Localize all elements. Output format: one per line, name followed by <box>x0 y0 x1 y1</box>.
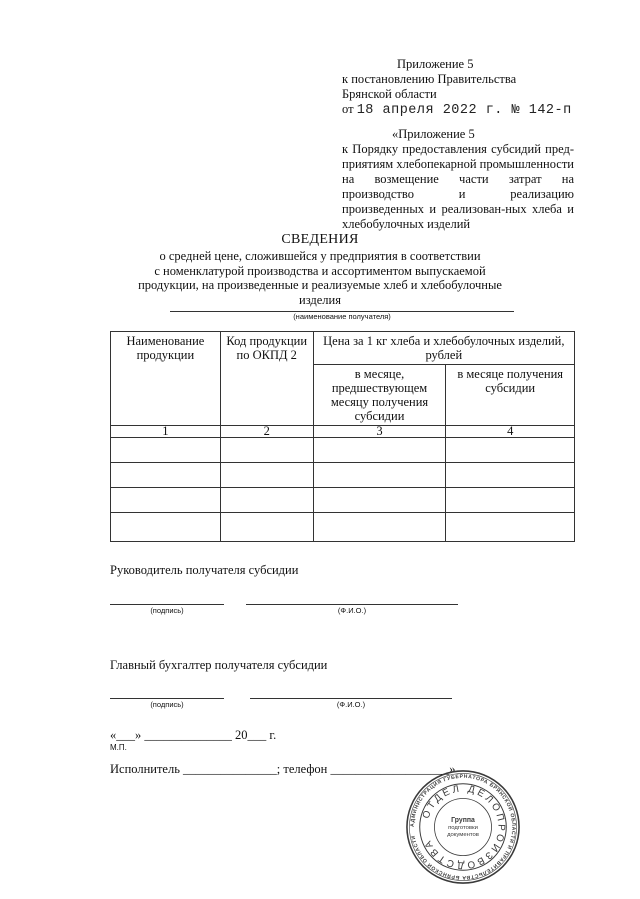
col-header-price: Цена за 1 кг хлеба и хлебобулочных изделий, рублей <box>313 332 574 365</box>
table-row <box>111 488 575 513</box>
accountant-label: Главный бухгалтер получателя субсидии <box>110 658 328 672</box>
table-header-row-1 <box>111 332 575 365</box>
head-label: Руководитель получателя субсидии <box>110 563 299 577</box>
appendix-body: к Порядку предоставления субсидий пред-приятиям хлебопекарной промышленности на возмещение части затрат на производство и реализацию произведенных и реализован-ных хлеба и хлебобулочных изделий <box>342 142 574 231</box>
col-header-current-month: в месяце получения субсидии <box>446 365 575 426</box>
table-cell[interactable] <box>446 438 575 463</box>
col-header-product-name: Наименование продукции <box>111 332 221 426</box>
stamp-center-line-3: документов <box>447 831 479 838</box>
document-title: СВЕДЕНИЯ <box>281 232 359 247</box>
mp-label: М.П. <box>110 743 127 752</box>
header-date-typed: 18 апреля 2022 г. № 142-п <box>356 103 572 118</box>
office-stamp <box>404 768 522 886</box>
table-cell[interactable] <box>446 463 575 488</box>
appendix-title: «Приложение 5 <box>392 127 475 141</box>
col-number-4: 4 <box>446 426 575 438</box>
table-row <box>111 463 575 488</box>
table-cell[interactable] <box>111 513 221 542</box>
col-header-okpd-code: Код продукции по ОКПД 2 <box>220 332 313 426</box>
stamp-center-line-1: Группа <box>451 817 475 825</box>
appendix-block <box>342 127 574 232</box>
table-cell[interactable] <box>220 513 313 542</box>
table-cell[interactable] <box>220 463 313 488</box>
table-row <box>111 513 575 542</box>
col-number-3: 3 <box>313 426 446 438</box>
table-cell[interactable] <box>220 488 313 513</box>
stamp-center-line-2: подготовки <box>448 824 478 831</box>
table-cell[interactable] <box>111 438 221 463</box>
price-table <box>110 331 575 542</box>
header-block <box>342 57 582 118</box>
accountant-fio-line[interactable] <box>250 698 452 699</box>
header-appendix-number: Приложение 5 <box>397 57 474 71</box>
col-number-1: 1 <box>111 426 221 438</box>
stamp-inner-text: ОТДЕЛ ДЕЛОПРОИЗВОДСТВА <box>420 783 507 871</box>
table-cell[interactable] <box>313 488 446 513</box>
head-fio-line[interactable] <box>246 604 458 605</box>
subtitle-line-1: о средней цене, сложившейся у предприятия в соответствии <box>159 249 481 263</box>
head-fio-caption: (Ф.И.О.) <box>337 606 367 615</box>
recipient-caption: (наименование получателя) <box>293 312 391 321</box>
accountant-signature-caption: (подпись) <box>150 700 184 709</box>
accountant-signature-line[interactable] <box>110 698 224 699</box>
table-cell[interactable] <box>446 513 575 542</box>
col-number-2: 2 <box>220 426 313 438</box>
accountant-fio-caption: (Ф.И.О.) <box>336 700 366 709</box>
executor-line[interactable]: Исполнитель _______________; телефон ___________________» <box>110 762 456 776</box>
header-decree-line: к постановлению Правительства <box>342 72 517 86</box>
date-line[interactable]: «___» ______________ 20___ г. <box>110 728 277 742</box>
table-cell[interactable] <box>313 513 446 542</box>
header-region-line: Брянской области <box>342 87 437 101</box>
table-row <box>111 438 575 463</box>
document-subtitle <box>120 249 520 307</box>
head-signature-caption: (подпись) <box>150 606 184 615</box>
stamp-outer-text: АДМИНИСТРАЦИЯ ГУБЕРНАТОРА БРЯНСКОЙ ОБЛАСТИ И ПРАВИТЕЛЬСТВА БРЯНСКОЙ ОБЛАСТИ <box>409 773 517 881</box>
head-signature-line[interactable] <box>110 604 224 605</box>
table-cell[interactable] <box>313 463 446 488</box>
header-ot-label: от <box>342 102 354 116</box>
subtitle-line-3: продукции, на произведенные и реализуемые хлеб и хлебобулочные изделия <box>138 278 502 307</box>
header-date-line <box>342 102 582 118</box>
table-cell[interactable] <box>446 488 575 513</box>
table-cell[interactable] <box>111 463 221 488</box>
table-cell[interactable] <box>111 488 221 513</box>
table-cell[interactable] <box>313 438 446 463</box>
subtitle-line-2: с номенклатурой производства и ассортиментом выпускаемой <box>154 263 486 278</box>
table-cell[interactable] <box>220 438 313 463</box>
col-header-previous-month: в месяце, предшествующем месяцу получения субсидии <box>313 365 446 426</box>
table-number-row <box>111 426 575 438</box>
